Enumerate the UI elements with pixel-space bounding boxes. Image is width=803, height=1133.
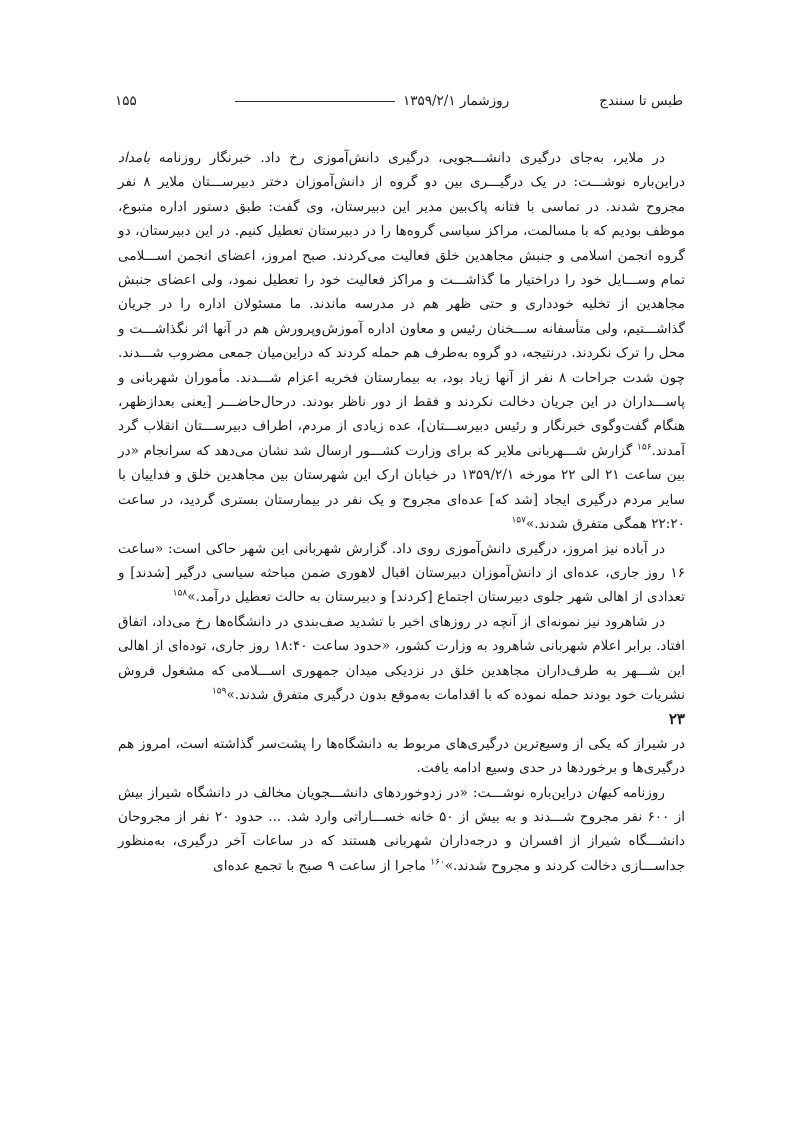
footnote-marker: ۱۶۰ xyxy=(430,857,445,868)
newspaper-name: کیهان xyxy=(586,784,618,801)
body-text xyxy=(118,146,685,878)
footnote-marker: ۱۵۸ xyxy=(172,588,188,599)
paragraph-malayer xyxy=(118,146,685,537)
diary-date-label xyxy=(235,93,593,109)
paragraph-text: ماجرا از ساعت ۹ صبح با تجمع عده‌ای xyxy=(213,857,431,874)
paragraph-text: در شیراز که یکی از وسیع‌ترین درگیری‌های مربوط به دانشگاه‌ها را پشت‌سر گذاشته است، امروز هم درگیری‌ها و برخوردها در حدی وسیع ادامه یافت. xyxy=(118,735,685,777)
paragraph-shiraz-intro xyxy=(118,732,685,781)
diary-date-text: روزشمار ۱۳۵۹/۲/۱ xyxy=(403,93,510,109)
footnote-marker: ۱۵۷ xyxy=(511,515,526,526)
paragraph-text: در شاهرود نیز نمونه‌ای از آنچه در روزهای اخیر با تشدید صف‌بندی در دانشگاه‌ها رخ می‌داد، اتفاق افتاد. برابر اعلام شهربانی شاهرود به وزارت کشور، «حدود ساعت ۱۸:۴۰ روز جاری، توده‌ای از اهالی این شـــهر به طرف‌داران مجاهدین خلق در نزدیکی میدان جمهوری اســـلامی که مشغول فروش نشریات خود بودند حمله نموده که با اقدامات به‌موقع بدون درگیری متفرق شدند.» xyxy=(118,613,685,703)
running-header xyxy=(115,93,683,119)
footnote-marker: ۱۵۶ xyxy=(637,442,652,453)
paragraph-text: دراین‌باره نوشـــت: «در زدوخوردهای دانشـــجویان مخالف در دانشگاه شیراز بیش از ۶۰۰ نفر مجروح شـــدند و به بیش از ۵۰ خانه خســـاراتی وارد شد. ... حدود ۲۰ نفر از مجروحان دانشـــگاه شیراز از افسران و درجه‌داران شهربانی هستند که در ساعات آخر درگیری، به‌منظور جداســـازی دخالت کردند و مجروح شدند.» xyxy=(118,784,685,874)
page-number: ۱۵۵ xyxy=(115,93,137,109)
footnote-marker: ۱۵۹ xyxy=(211,686,227,697)
paragraph-text: در ملایر، به‌جای درگیری دانشـــجویی، درگیری دانش‌آموزی رخ داد. خبرنگار روزنامه xyxy=(150,150,665,166)
paragraph-abadeh xyxy=(118,537,685,610)
paragraph-shiraz-kayhan xyxy=(118,781,685,879)
section-number: ۲۳ xyxy=(668,710,685,729)
paragraph-text: در آباده نیز امروز، درگیری دانش‌آموزی روی داد. گزارش شهربانی این شهر حاکی است: «ساعت ۱۶ روز جاری، عده‌ای از دانش‌آموزان دبیرستان اقبال لاهوری ضمن مباحثه سیاسی درگیر [شدند] و تعدادی از اهالی شهر جلوی دبیرستان اجتماع [کردند] و دبیرستان به حالت تعطیل درآمد.» xyxy=(118,540,685,606)
paragraph-text: گزارش شـــهربانی ملایر که برای وزارت کشـــور ارسال شد نشان می‌دهد که سرانجام «در بین ساعت ۲۱ الی ۲۲ مورخه ۱۳۵۹/۲/۱ در خیابان ارک این شهرستان بین مجاهدین خلق و فداییان با سایر مردم درگیری ایجاد [شد که] عده‌ای مجروح و یک نفر در بیمارستان بستری گردید، در ساعت ۲۲:۲۰ همگی متفرق شدند.» xyxy=(118,442,685,533)
newspaper-name: بامداد xyxy=(118,150,151,166)
paragraph-text: روزنامه xyxy=(617,784,665,801)
paragraph-text: دراین‌باره نوشـــت: در یک درگیـــری بین دو گروه از دانش‌آموزان دختر دبیرســـتان ملایر ۸ نفر مجروح شدند. در تماسی با فتانه پاک‌بین مدیر این دبیرستان، وی گفت: طبق دستور اداره متبوع، موظف بودیم که با مسالمت، مراکز سیاسی گروه‌ها را در دبیرستان تعطیل کنیم. در این دبیرستان، دو گروه انجمن اسلامی و جنبش مجاهدین خلق فعالیت می‌کردند. صبح امروز، اعضای انجمن اســـلامی تمام وســـایل خود را دراختیار ما گذاشـــت و مراکز فعالیت خود را تعطیل نمود، ولی اعضای جنبش مجاهدین از تخلیه خودداری و حتی ظهر هم در مدرسه ماندند. ما مسئولان اداره را در جریان گذاشـــتیم، ولی متأسفانه ســـخنان رئیس و معاون اداره آموزش‌وپرورش هم در آنها اثر نگذاشـــت و محل را ترک نکردند. درنتیجه، دو گروه به‌طرف هم حمله کردند که دراین‌میان جمعی مضروب شـــدند. چون شدت جراحات ۸ نفر از آنها زیاد بود، به بیمارستان فخریه اعزام شـــدند. مأموران شهربانی و پاســـداران در این جریان دخالت نکردند و فقط از دور ناظر بودند. درحال‌حاضـــر [یعنی بعدازظهر، هنگام گفت‌وگوی خبرنگار و رئیس دبیرســـتان]، عده زیادی از مردم، اطراف دبیرســـتان انقلاب گرد آمدند. xyxy=(118,174,686,459)
book-title: طبس تا سنندج xyxy=(599,93,683,109)
header-rule xyxy=(235,101,395,102)
paragraph-shahroud xyxy=(118,610,685,708)
